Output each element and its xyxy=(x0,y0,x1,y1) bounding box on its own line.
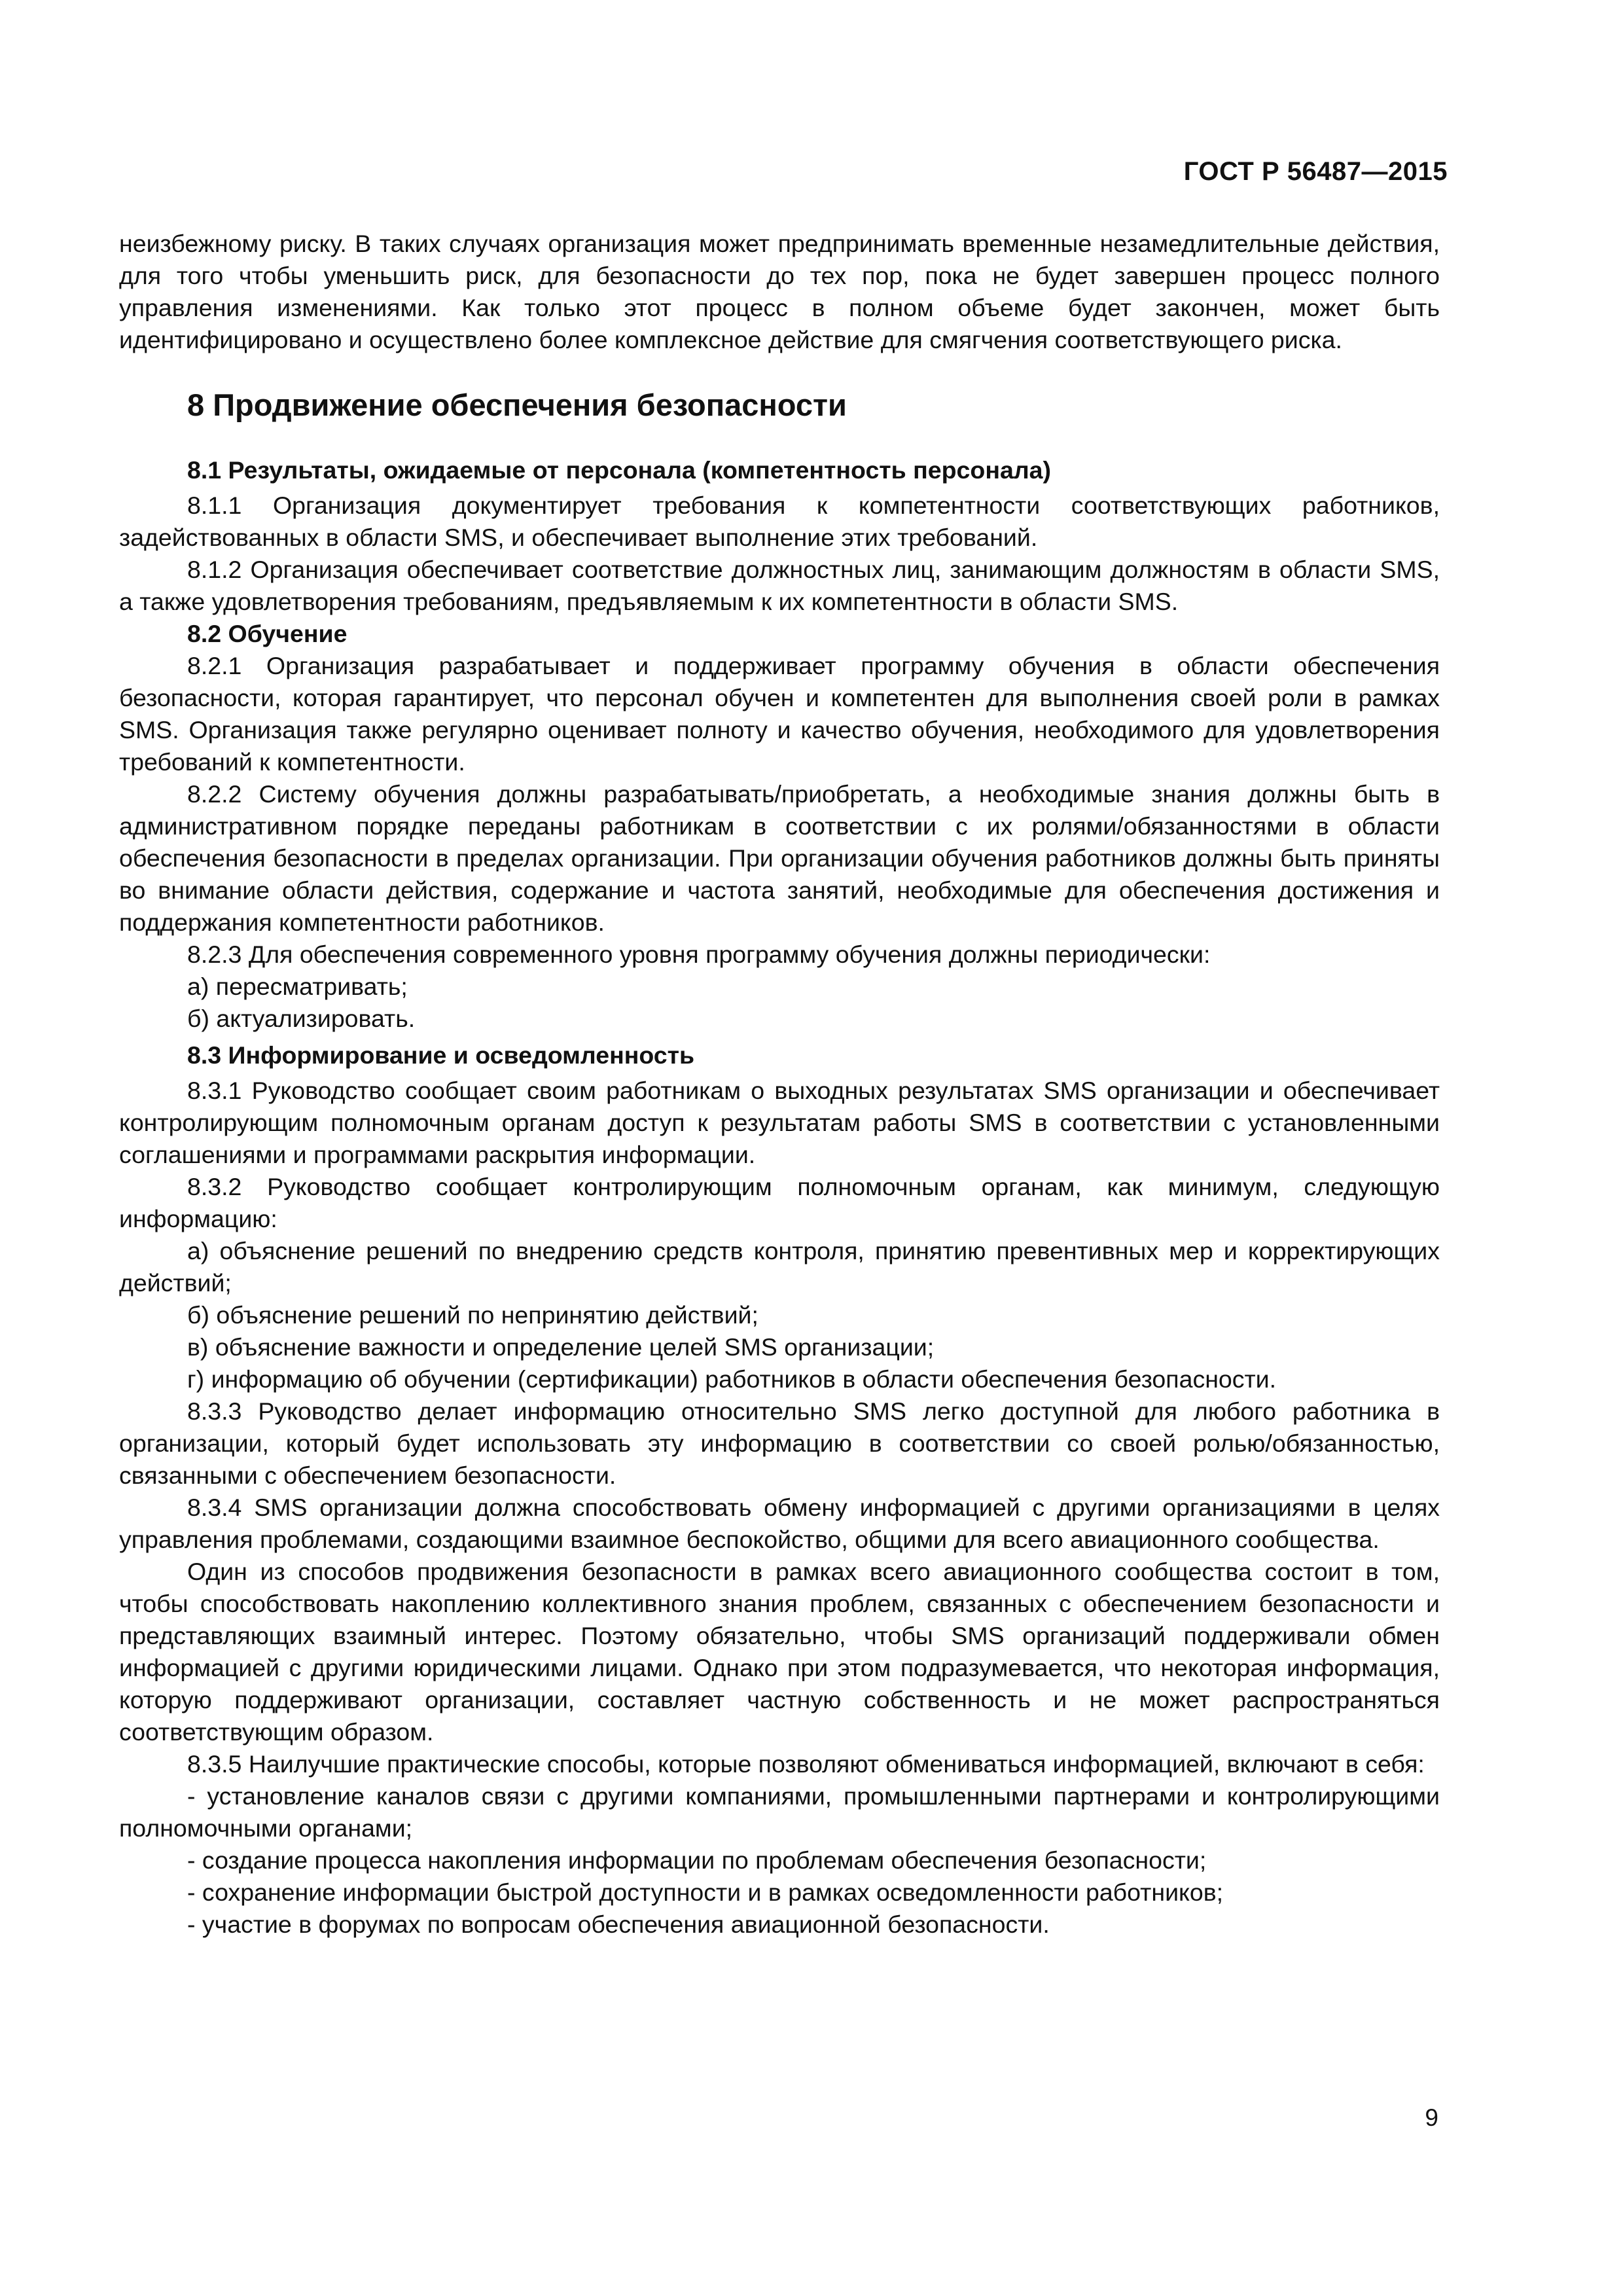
subsection-heading-8-2: 8.2 Обучение xyxy=(187,620,348,647)
paragraph-8-1-2: 8.1.2 Организация обеспечивает соответствие должностных лиц, занимающим должностям в области SMS, а также удовлетворения требованиям, предъявляемым к их компетентности в области SMS. xyxy=(119,556,1440,615)
paragraph-8-2-3: 8.2.3 Для обеспечения современного уровня программу обучения должны периодически: xyxy=(187,941,1211,968)
list-item: г) информацию об обучении (сертификации) работников в области обеспечения безопасности. xyxy=(187,1365,1277,1393)
paragraph-8-2-2: 8.2.2 Систему обучения должны разрабатывать/приобретать, а необходимые знания должны быть в административном порядке переданы работникам в соответствии с их ролями/обязанностями в области обеспечения безопасности в пределах организации. При организации обучения работников должны быть приняты во внимание области действия, содержание и частота занятий, необходимые для обеспечения достижения и поддержания компетентности работников. xyxy=(119,780,1440,936)
dash-list-item: - сохранение информации быстрой доступности и в рамках осведомленности работников; xyxy=(187,1878,1224,1906)
list-item: в) объяснение важности и определение целей SMS организации; xyxy=(187,1333,935,1361)
document-body xyxy=(119,228,1440,1941)
paragraph-8-1-1: 8.1.1 Организация документирует требования к компетентности соответствующих работников, задействованных в области SMS, и обеспечивает выполнение этих требований. xyxy=(119,492,1440,551)
paragraph-8-3-4-continued: Один из способов продвижения безопасности в рамках всего авиационного сообщества состоит в том, чтобы способствовать накоплению коллективного знания проблем, связанных с обеспечением безопасности и представляющих взаимный интерес. Поэтому обязательно, чтобы SMS организаций поддерживали обмен информацией с другими юридическими лицами. Однако при этом подразумевается, что некоторая информация, которую поддерживают организации, составляет частную собственность и не может распространяться соответствующим образом. xyxy=(119,1558,1440,1746)
page-number: 9 xyxy=(1425,2104,1438,2131)
paragraph-8-3-5: 8.3.5 Наилучшие практические способы, которые позволяют обмениваться информацией, включают в себя: xyxy=(187,1750,1425,1778)
paragraph-8-3-1: 8.3.1 Руководство сообщает своим работникам о выходных результатах SMS организации и обеспечивает контролирующим полномочным органам доступ к результатам работы SMS в соответствии с установленными соглашениями и программами раскрытия информации. xyxy=(119,1077,1440,1168)
list-item: а) пересматривать; xyxy=(187,973,408,1000)
paragraph-8-3-2: 8.3.2 Руководство сообщает контролирующим полномочным органам, как минимум, следующую информацию: xyxy=(119,1173,1440,1232)
subsection-heading-8-1: 8.1 Результаты, ожидаемые от персонала (компетентность персонала) xyxy=(187,456,1051,484)
dash-list-item: - создание процесса накопления информации по проблемам обеспечения безопасности; xyxy=(187,1846,1207,1874)
list-item: б) актуализировать. xyxy=(187,1005,416,1032)
subsection-heading-8-3: 8.3 Информирование и осведомленность xyxy=(187,1041,695,1069)
dash-list-item: - участие в форумах по вопросам обеспечения авиационной безопасности. xyxy=(187,1910,1050,1938)
paragraph-8-3-4: 8.3.4 SMS организации должна способствовать обмену информацией с другими организациями в целях управления проблемами, создающими взаимное беспокойство, общими для всего авиационного сообщества. xyxy=(119,1494,1440,1553)
paragraph-8-2-1: 8.2.1 Организация разрабатывает и поддерживает программу обучения в области обеспечения безопасности, которая гарантирует, что персонал обучен и компетентен для выполнения своей роли в рамках SMS. Организация также регулярно оценивает полноту и качество обучения, необходимого для удовлетворения требований к компетентности. xyxy=(119,652,1440,776)
document-code: ГОСТ Р 56487—2015 xyxy=(1183,157,1448,186)
list-item: б) объяснение решений по непринятию действий; xyxy=(187,1301,758,1329)
paragraph-8-3-3: 8.3.3 Руководство делает информацию относительно SMS легко доступной для любого работника в организации, который будет использовать эту информацию в соответствии со своей ролью/обязанностью, связанными с обеспечением безопасности. xyxy=(119,1397,1440,1489)
list-item: а) объяснение решений по внедрению средств контроля, принятию превентивных мер и корректирующих действий; xyxy=(119,1237,1440,1297)
section-heading-8: 8 Продвижение обеспечения безопасности xyxy=(187,387,847,422)
dash-list-item: - установление каналов связи с другими компаниями, промышленными партнерами и контролирующими полномочными органами; xyxy=(119,1782,1440,1842)
paragraph-intro: неизбежному риску. В таких случаях организация может предпринимать временные незамедлительные действия, для того чтобы уменьшить риск, для безопасности до тех пор, пока не будет завершен процесс полного управления изменениями. Как только этот процесс в полном объеме будет закончен, может быть идентифицировано и осуществлено более комплексное действие для смягчения соответствующего риска. xyxy=(119,230,1440,353)
